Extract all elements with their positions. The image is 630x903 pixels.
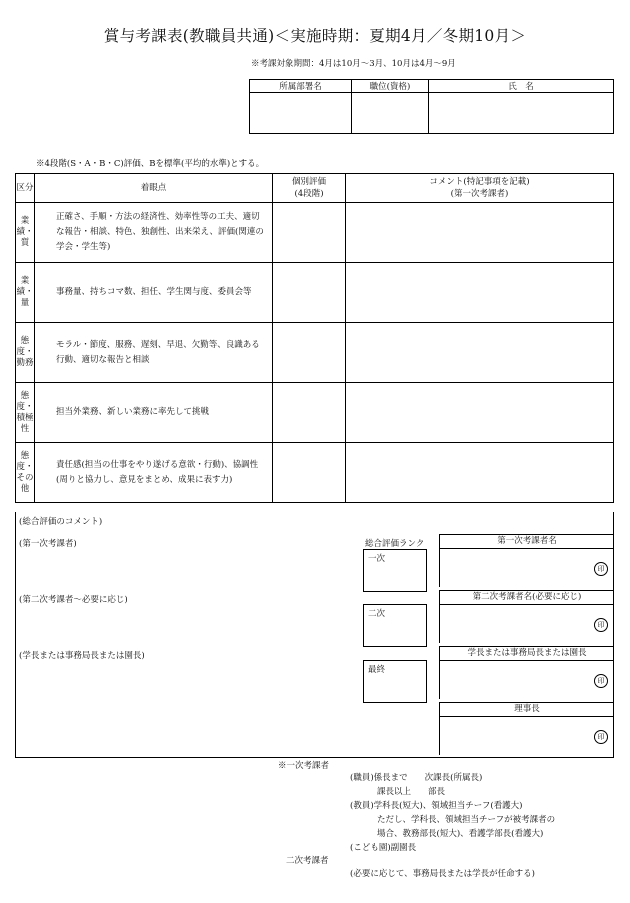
category-cell: 態度・勤務 [16,323,35,383]
rating-cell[interactable] [273,263,346,323]
table-row [16,323,614,383]
point-cell: 事務量、持ちコマ数、担任、学生関与度、委員会等 [35,263,273,323]
seal-icon: 印 [594,562,608,576]
rating-cell[interactable] [273,323,346,383]
category-cell: 業績・量 [16,263,35,323]
second-evaluator-name-header: 第二次考課者名(必要に応じ) [440,590,614,605]
point-cell: 担当外業務、新しい業務に率先して挑戦 [35,383,273,443]
employee-info-table [249,79,614,134]
rating-cell[interactable] [273,443,346,503]
rating-note: ※4段階(S・A・B・C)評価、Bを標準(平均的水準)とする。 [36,159,265,169]
second-evaluator-name [439,590,614,643]
footer-first-label: ※一次考課者 [278,761,330,771]
second-evaluator-name-field[interactable] [440,605,614,643]
seal-icon: 印 [594,618,608,632]
period-note: ※考課対象期間：4月は10月～3月、10月は4月～9月 [251,59,456,69]
seal-icon: 印 [594,674,608,688]
dept-header: 所属部署名 [250,80,352,93]
comment-cell[interactable] [346,263,614,323]
footer-line: (職員)係長まで 次課長(所属長) [350,773,483,783]
footer-second-label: 二次考課者 [286,856,329,866]
position-header: 職位(資格) [352,80,429,93]
rank-box-second[interactable] [363,604,427,647]
comment-cell[interactable] [346,203,614,263]
footer-line: 課長以上 部長 [377,787,446,797]
rank-label: 最終 [368,665,386,675]
president-name-header: 学長または事務局長または園長 [440,646,614,661]
chairman-name-field[interactable] [440,717,614,755]
point-header: 着眼点 [35,174,273,203]
footer-line: 場合、教務部長(短大)、看護学部長(看護大) [377,829,544,839]
footer-line: ただし、学科長、領域担当チーフが被考課者の [377,815,556,825]
category-header: 区分 [16,174,35,203]
summary-section [15,512,614,758]
president-name-field[interactable] [440,661,614,699]
second-evaluator-label: (第二次考課者～必要に応じ) [19,595,128,605]
rating-cell[interactable] [273,203,346,263]
point-cell: 正確さ、手順・方法の経済性、効率性等の工夫、適切な報告・相談、特色、独創性、出来栄え、評価(関連の学会・学生等) [35,203,273,263]
rank-title: 総合評価ランク [365,539,425,549]
first-evaluator-name [439,534,614,587]
rank-box-first[interactable] [363,549,427,592]
page-title: 賞与考課表(教職員共通)＜実施時期：夏期4月／冬期10月＞ [103,27,527,45]
rating-header: 個別評価 (4段階) [273,174,346,203]
comment-cell[interactable] [346,383,614,443]
name-header: 氏 名 [429,80,614,93]
first-evaluator-name-field[interactable] [440,549,614,587]
chairman-name-header: 理事長 [440,702,614,717]
chairman-name [439,702,614,755]
footer-line: (教員)学科長(短大)、領域担当チーフ(看護大) [350,801,523,811]
dept-field[interactable] [250,93,352,134]
footer-second-line: (必要に応じて、事務局長または学長が任命する) [350,869,535,879]
rank-label: 一次 [368,554,386,564]
category-cell: 業績・質 [16,203,35,263]
first-evaluator-name-header: 第一次考課者名 [440,534,614,549]
footer-line: (こども園)副園長 [350,843,417,853]
rating-cell[interactable] [273,383,346,443]
category-cell: 態度・その他 [16,443,35,503]
point-cell: 責任感(担当の仕事をやり遂げる意欲・行動)、協調性(周りと協力し、意見をまとめ、成果に表す力) [35,443,273,503]
evaluation-table [15,173,614,503]
rank-label: 二次 [368,609,386,619]
rank-box-final[interactable] [363,660,427,703]
table-row [16,203,614,263]
seal-icon: 印 [594,730,608,744]
point-cell: モラル・節度、服務、遅刻、早退、欠勤等、良識ある行動、適切な報告と相談 [35,323,273,383]
table-row [16,443,614,503]
table-row [16,263,614,323]
comment-header: コメント(特記事項を記載) (第一次考課者) [346,174,614,203]
table-row [16,383,614,443]
position-field[interactable] [352,93,429,134]
overall-comment-label: (総合評価のコメント) [19,517,103,527]
president-label: (学長または事務局長または園長) [19,651,145,661]
president-name [439,646,614,699]
comment-cell[interactable] [346,323,614,383]
category-cell: 態度・積極性 [16,383,35,443]
name-field[interactable] [429,93,614,134]
first-evaluator-label: (第一次考課者) [19,539,77,549]
comment-cell[interactable] [346,443,614,503]
